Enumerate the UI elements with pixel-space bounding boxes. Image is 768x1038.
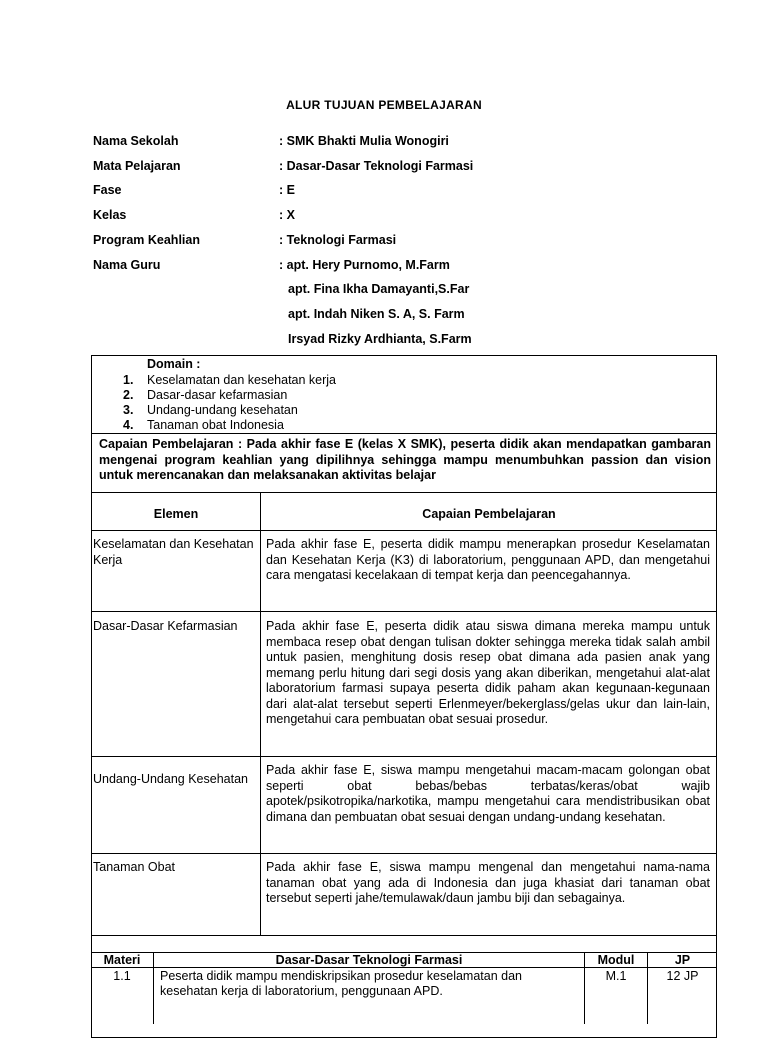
divider	[91, 853, 717, 854]
info-label: Kelas	[93, 208, 127, 222]
info-label: Nama Sekolah	[93, 134, 179, 148]
elemen-name: Keselamatan dan Kesehatan Kerja	[93, 537, 254, 567]
document-title: ALUR TUJUAN PEMBELAJARAN	[286, 98, 482, 112]
divider	[91, 433, 717, 434]
domain-item-number: 3.	[123, 403, 134, 417]
domain-item-number: 1.	[123, 373, 134, 387]
header-jp: JP	[674, 953, 691, 967]
materi-number: 1.1	[113, 969, 131, 983]
elemen-capaian: Pada akhir fase E, peserta didik atau siswa dimana mereka mampu untuk membaca resep obat dengan tulisan dokter sehingga mereka tidak salah ambil untuk pasien, menghitung dosis resep obat dimana ada pasien anak yang memang perlu hitung dari segi dosis yang akan diberikan, mengetahui alat-alat laboratorium farmasi supaya peserta didik paham akan kegunaan-kegunaan dari alat-alat tersebut seperti Erlenmeyer/bekerglass/gelas ukur dan lain-lain, mengetahui cara pembuatan obat sesuai prosedur.	[266, 619, 710, 726]
domain-item-number: 4.	[123, 418, 134, 432]
info-label: Nama Guru	[93, 258, 161, 272]
header-subject: Dasar-Dasar Teknologi Farmasi	[275, 953, 463, 967]
tujuan-pembelajaran: Peserta didik mampu mendiskripsikan prosedur keselamatan dan kesehatan kerja di laboratorium, penggunaan APD.	[160, 969, 522, 998]
divider	[91, 492, 717, 493]
info-label: Program Keahlian	[93, 233, 200, 247]
domain-item	[123, 403, 298, 417]
teacher-name: apt. Fina Ikha Damayanti,S.Far	[288, 282, 470, 296]
divider	[91, 611, 717, 612]
domain-title: Domain :	[147, 357, 201, 371]
info-value: : X	[279, 208, 295, 222]
header-modul: Modul	[597, 953, 635, 967]
header-capaian-pembelajaran: Capaian Pembelajaran	[422, 507, 556, 521]
info-value: : apt. Hery Purnomo, M.Farm	[279, 258, 450, 272]
capaian-pembelajaran-statement: Capaian Pembelajaran : Pada akhir fase E (kelas X SMK), peserta didik akan mendapatkan gambaran mengenai program keahlian yang dipilihnya sehingga mampu menumbuhkan passion dan vision untuk merencanakan dan melaksanakan aktivitas belajar	[99, 437, 711, 482]
divider	[91, 530, 717, 531]
domain-item-text: Undang-undang kesehatan	[147, 403, 298, 417]
divider	[91, 756, 717, 757]
header-materi: Materi	[103, 953, 141, 967]
modul-code: M.1	[605, 969, 627, 983]
domain-item-text: Tanaman obat Indonesia	[147, 418, 284, 432]
info-value: : SMK Bhakti Mulia Wonogiri	[279, 134, 449, 148]
teacher-name: Irsyad Rizky Ardhianta, S.Farm	[288, 332, 472, 346]
teacher-name: apt. Indah Niken S. A, S. Farm	[288, 307, 465, 321]
info-value: : Teknologi Farmasi	[279, 233, 397, 247]
elemen-name: Dasar-Dasar Kefarmasian	[93, 619, 238, 633]
domain-item	[123, 388, 287, 402]
info-label: Fase	[93, 183, 122, 197]
domain-item-text: Dasar-dasar kefarmasian	[147, 388, 288, 402]
jp-value: 12 JP	[666, 969, 699, 983]
elemen-name: Undang-Undang Kesehatan	[93, 772, 248, 786]
column-divider	[260, 492, 261, 935]
elemen-capaian: Pada akhir fase E, siswa mampu mengenal dan mengetahui nama-nama tanaman obat yang ada di Indonesia dan juga khasiat dari tanaman obat tersebut seperti jahe/temulawak/daun jambu biji dan sebagainya.	[266, 860, 710, 905]
info-value: : Dasar-Dasar Teknologi Farmasi	[279, 159, 474, 173]
elemen-capaian: Pada akhir fase E, peserta didik mampu menerapkan prosedur Keselamatan dan Kesehatan Kerja (K3) di laboratorium, penggunaan APD, dan mengetahui cara mengatasi kecelakaan di tempat kerja dan peencegahannya.	[266, 537, 710, 582]
header-elemen: Elemen	[153, 507, 199, 521]
domain-item	[123, 418, 284, 432]
elemen-name: Tanaman Obat	[93, 860, 175, 874]
info-value: : E	[279, 183, 295, 197]
domain-item	[123, 373, 336, 387]
divider	[91, 935, 717, 936]
elemen-capaian: Pada akhir fase E, siswa mampu mengetahui macam-macam golongan obat seperti obat bebas/bebas terbatas/keras/obat wajib apotek/psikotropika/narkotika, mampu mengetahui cara mendistribusikan obat dimana dan pembuatan obat sesuai dengan undang-undang kesehatan.	[266, 763, 710, 824]
info-label: Mata Pelajaran	[93, 159, 181, 173]
domain-item-number: 2.	[123, 388, 134, 402]
domain-item-text: Keselamatan dan kesehatan kerja	[147, 373, 337, 387]
